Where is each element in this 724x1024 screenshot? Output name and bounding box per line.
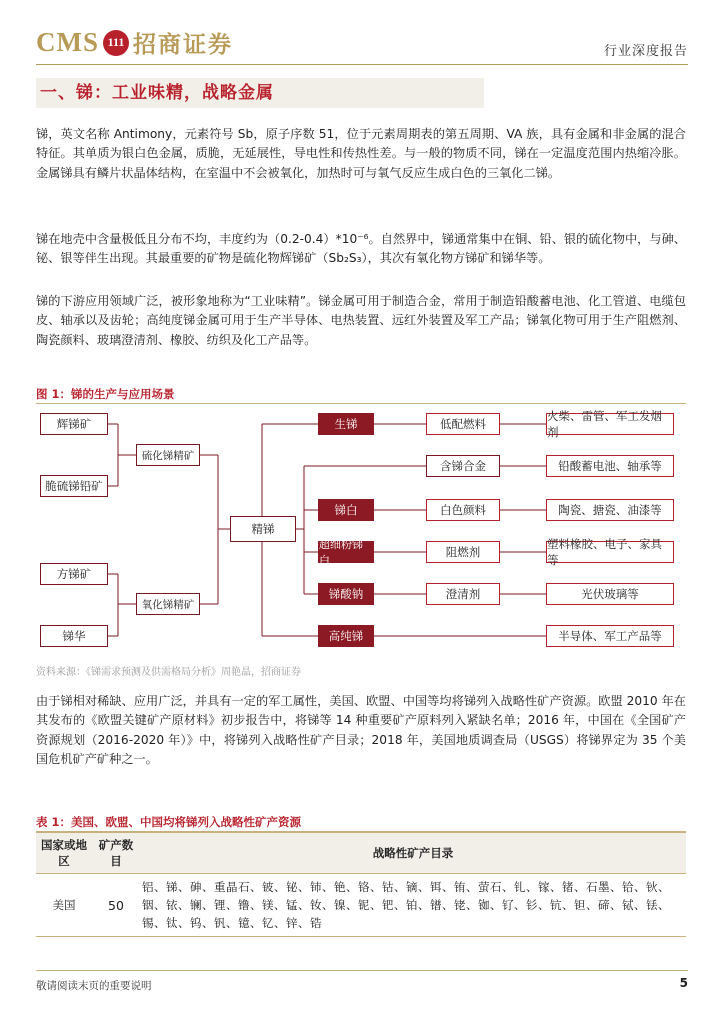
logo-mark-icon: 111 <box>103 30 129 56</box>
paragraph-strategic: 由于锑相对稀缺、应用广泛，并具有一定的军工属性，美国、欧盟、中国等均将锑列入战略性矿产资源。欧盟 2010 年在其发布的《欧盟关键矿产原材料》初步报告中，将锑等 14 种重要矿产原料列入紧缺名单；2016 年，中国在《全国矿产资源规划（2016-2020 年）》中，将锑列入战略性矿产目录；2018 年，美国地质调查局（USGS）将锑界定为 35 个美国危机矿产矿种之一。 <box>36 694 686 767</box>
ore-stibiconite-box: 锑华 <box>40 625 108 647</box>
ore-senarmontite-box: 方锑矿 <box>40 563 108 585</box>
header-divider <box>36 64 688 65</box>
ore-jamesonite-box: 脆硫锑铅矿 <box>40 475 108 497</box>
app-plastics-box: 塑料橡胶、电子、家具等 <box>546 541 674 563</box>
use-white-pigment-box: 白色颜料 <box>426 499 500 521</box>
company-logo <box>36 26 233 59</box>
app-matches-box: 火柴、雷管、军工发烟剂 <box>546 413 674 435</box>
cell-mineral-list: 铝、锑、砷、重晶石、铍、铋、铈、铯、铬、钴、镝、铒、铕、萤石、钆、镓、锗、石墨、铪、钬、铟、铱、镧、锂、镥、镁、锰、钕、镍、铌、钯、铂、镨、铑、铷、钌、钐、钪、钽、碲、铽、铥、锡、钛、钨、钒、镱、钇、锌、锆 <box>142 880 670 930</box>
ore-stibnite-box: 辉锑矿 <box>40 413 108 435</box>
header-count: 矿产数目 <box>92 832 140 874</box>
production-application-diagram <box>36 404 686 660</box>
product-crude-antimony-box: 生锑 <box>318 413 374 435</box>
header-list: 战略性矿产目录 <box>140 832 686 874</box>
section-title-bar <box>36 78 484 108</box>
product-high-purity-antimony-box: 高纯锑 <box>318 625 374 647</box>
logo-chinese-text: 招商证券 <box>133 31 233 58</box>
strategic-minerals-table <box>36 831 686 937</box>
table-header-row <box>36 832 686 874</box>
app-semiconductor-box: 半导体、军工产品等 <box>546 625 674 647</box>
use-fuel-box: 低配燃料 <box>426 413 500 435</box>
report-type: 行业深度报告 <box>603 44 688 59</box>
sulfide-concentrate-box: 硫化锑精矿 <box>136 444 200 466</box>
table-row <box>36 874 686 937</box>
page-number: 5 <box>679 976 688 990</box>
oxide-concentrate-box: 氧化锑精矿 <box>136 593 200 615</box>
table-caption: 表 1：美国、欧盟、中国均将锑列入战略性矿产资源 <box>36 815 302 829</box>
header-region: 国家或地区 <box>36 832 92 874</box>
diagram-connectors <box>36 404 686 660</box>
paragraph-intro: 锑，英文名称 Antimony，元素符号 Sb，原子序数 51，位于元素周期表的第五周期、VA 族，具有金属和非金属的混合特征。其单质为银白色金属，质脆，无延展性，导电性和传热性差。与一般的物质不同，锑在一定温度范围内热缩冷胀。金属锑具有鳞片状晶体结构，在室温中不会被氧化，加热时可与氧气反应生成白色的三氧化二锑。 <box>36 127 686 180</box>
footer-divider <box>36 970 688 971</box>
cell-region: 美国 <box>52 898 76 912</box>
app-pv-glass-box: 光伏玻璃等 <box>546 583 674 605</box>
logo-latin-text: CMS <box>36 27 99 57</box>
product-sodium-antimonate-box: 锑酸钠 <box>318 583 374 605</box>
figure-source: 资料来源：《锑需求预测及供需格局分析》周艳晶，招商证券 <box>36 667 301 678</box>
product-ultrafine-antimony-white-box: 超细粉锑白 <box>318 541 374 563</box>
app-ceramics-box: 陶瓷、搪瓷、油漆等 <box>546 499 674 521</box>
app-battery-box: 铅酸蓄电池、轴承等 <box>546 455 674 477</box>
paragraph-applications: 锑的下游应用领域广泛，被形象地称为“工业味精”。锑金属可用于制造合金，常用于制造铅酸蓄电池、化工管道、电缆包皮、轴承以及齿轮；高纯度锑金属可用于生产半导体、电热装置、远红外装置及军工产品；锑氧化物可用于生产阻燃剂、陶瓷颜料、玻璃澄清剂、橡胶、纺织及化工产品等。 <box>36 294 686 347</box>
section-title: 一、锑：工业味精，战略金属 <box>40 83 274 103</box>
paragraph-abundance: 锑在地壳中含量极低且分布不均，丰度约为（0.2-0.4）*10⁻⁶。自然界中，锑通常集中在铜、铅、银的硫化物中，与砷、铋、银等伴生出现。其最重要的矿物是硫化物辉锑矿（Sb₂S₃），其次有氧化物方锑矿和锑华等。 <box>36 232 686 266</box>
refined-antimony-box: 精锑 <box>230 516 296 542</box>
product-antimony-white-box: 锑白 <box>318 499 374 521</box>
cell-count: 50 <box>108 897 124 913</box>
figure-caption: 图 1：锑的生产与应用场景 <box>36 387 175 401</box>
use-clarifier-box: 澄清剂 <box>426 583 500 605</box>
product-antimony-alloy-box: 含锑合金 <box>426 455 500 477</box>
use-flame-retardant-box: 阻燃剂 <box>426 541 500 563</box>
footer-note: 敬请阅读末页的重要说明 <box>36 980 152 992</box>
